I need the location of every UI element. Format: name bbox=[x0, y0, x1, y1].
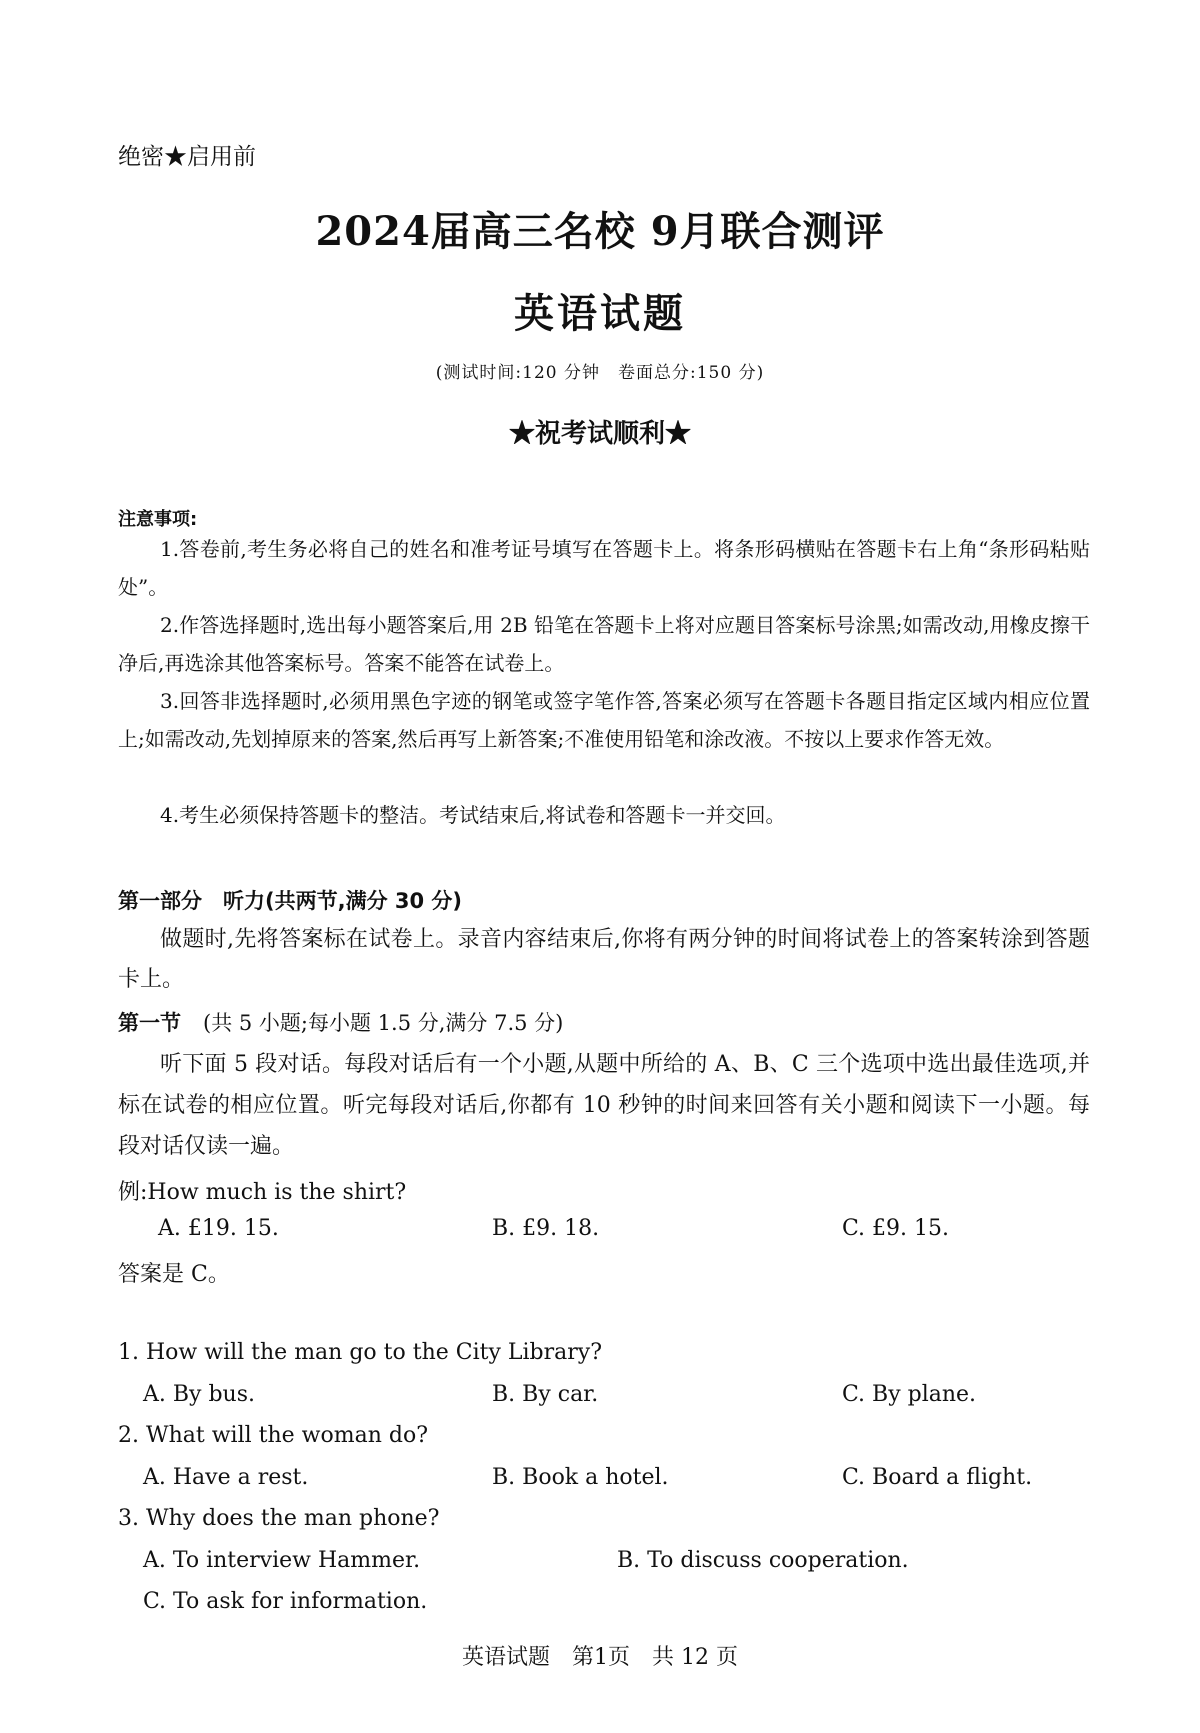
note-item-2: 2.作答选择题时,选出每小题答案后,用 2B 铅笔在答题卡上将对应题目答案标号涂黑;如需改动,用橡皮擦干净后,再选涂其他答案标号。答案不能答在试卷上。 bbox=[118, 613, 1090, 675]
section-one-info: (共 5 小题;每小题 1.5 分,满分 7.5 分) bbox=[203, 1011, 564, 1035]
exam-title: 2024届高三名校 9月联合测评 bbox=[315, 208, 885, 255]
subject-title: 英语试题 bbox=[514, 290, 686, 337]
question-2-option-c: C. Board a flight. bbox=[842, 1465, 1033, 1490]
note-item-1: 1.答卷前,考生务必将自己的姓名和准考证号填写在答题卡上。将条形码横贴在答题卡右上角“条形码粘贴处”。 bbox=[118, 537, 1090, 599]
question-3-option-a: A. To interview Hammer. bbox=[143, 1548, 421, 1573]
section-one-instruction: 听下面 5 段对话。每段对话后有一个小题,从题中所给的 A、B、C 三个选项中选出最佳选项,并标在试卷的相应位置。听完每段对话后,你都有 10 秒钟的时间来回答有关小题和阅读下一小题。每段对话仅读一遍。 bbox=[118, 1052, 1090, 1159]
question-3-option-b: B. To discuss cooperation. bbox=[617, 1548, 909, 1573]
question-3-option-c: C. To ask for information. bbox=[143, 1589, 428, 1614]
note-item-3: 3.回答非选择题时,必须用黑色字迹的钢笔或签字笔作答,答案必须写在答题卡各题目指定区域内相应位置上;如需改动,先划掉原来的答案,然后再写上新答案;不准使用铅笔和涂改液。不按以上要求作答无效。 bbox=[118, 689, 1090, 751]
question-1-option-b: B. By car. bbox=[492, 1382, 599, 1407]
section-one-heading bbox=[118, 1007, 563, 1037]
confidential-label: 绝密★启用前 bbox=[118, 144, 256, 170]
example-option-a: A. £19. 15. bbox=[158, 1216, 279, 1241]
page-footer: 英语试题 第1页 共 12 页 bbox=[462, 1645, 738, 1670]
good-luck-line: ★祝考试顺利★ bbox=[508, 419, 691, 449]
section-one-label: 第一节 bbox=[118, 1011, 181, 1035]
example-question: 例:How much is the shirt? bbox=[118, 1180, 407, 1205]
example-option-c: C. £9. 15. bbox=[842, 1216, 950, 1241]
example-option-b: B. £9. 18. bbox=[492, 1216, 600, 1241]
exam-info: (测试时间:120 分钟 卷面总分:150 分) bbox=[435, 363, 765, 383]
question-2-stem: 2. What will the woman do? bbox=[118, 1423, 429, 1448]
question-3-stem: 3. Why does the man phone? bbox=[118, 1506, 440, 1531]
part-one-instruction: 做题时,先将答案标在试卷上。录音内容结束后,你将有两分钟的时间将试卷上的答案转涂到答题卡上。 bbox=[118, 927, 1090, 992]
notes-title: 注意事项: bbox=[118, 509, 198, 530]
question-1-option-c: C. By plane. bbox=[842, 1382, 977, 1407]
question-1-stem: 1. How will the man go to the City Library? bbox=[118, 1340, 602, 1365]
example-answer: 答案是 C。 bbox=[118, 1262, 230, 1287]
question-1-option-a: A. By bus. bbox=[143, 1382, 255, 1407]
question-2-option-a: A. Have a rest. bbox=[143, 1465, 309, 1490]
part-one-title: 第一部分 听力(共两节,满分 30 分) bbox=[118, 889, 463, 913]
note-item-4: 4.考生必须保持答题卡的整洁。考试结束后,将试卷和答题卡一并交回。 bbox=[160, 803, 786, 827]
question-2-option-b: B. Book a hotel. bbox=[492, 1465, 669, 1490]
